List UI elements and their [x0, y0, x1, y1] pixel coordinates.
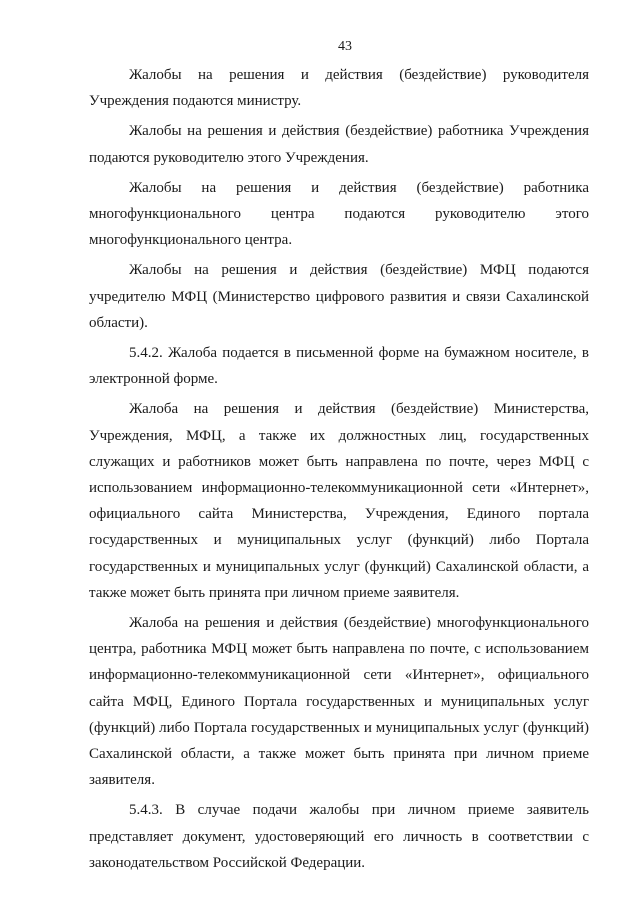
- paragraph: [89, 175, 589, 254]
- text-line: области).: [89, 314, 148, 331]
- paragraph: [89, 396, 589, 606]
- text-line: центра, работника МФЦ может быть направлена по почте, с использованием: [89, 641, 589, 658]
- text-line: Сахалинской области, а также может быть принята при личном приеме: [89, 746, 589, 763]
- text-line: официального сайта Министерства, Учреждения, Единого портала: [89, 506, 589, 523]
- text-line: заявителя.: [89, 772, 155, 789]
- text-line: Учреждения подаются министру.: [89, 93, 302, 110]
- text-line: сайта МФЦ, Единого Портала государственных и муниципальных услуг: [89, 693, 589, 710]
- text-line: государственных и муниципальных услуг (функций) Сахалинской области, а: [89, 558, 589, 575]
- text-line: подаются руководителю этого Учреждения.: [89, 149, 369, 166]
- page-number: 43: [338, 39, 352, 54]
- paragraph: [89, 610, 589, 793]
- paragraph: [89, 340, 589, 392]
- text-line: многофункционального центра.: [89, 232, 293, 249]
- text-line: учредителю МФЦ (Министерство цифрового развития и связи Сахалинской: [89, 288, 589, 305]
- paragraph: [89, 797, 589, 876]
- paragraph: [89, 118, 589, 170]
- text-line: служащих и работников может быть направлена по почте, через МФЦ с: [89, 453, 589, 470]
- text-line: информационно-телекоммуникационной сети «Интернет», официального: [89, 667, 589, 684]
- text-line: 5.4.2. Жалоба подается в письменной форме на бумажном носителе, в: [129, 345, 589, 362]
- text-line: также может быть принята при личном приеме заявителя.: [89, 584, 460, 601]
- text-line: Жалобы на решения и действия (бездействие) работника: [129, 179, 589, 196]
- paragraph: [89, 62, 589, 114]
- text-line: Учреждения, МФЦ, а также их должностных лиц, государственных: [89, 427, 589, 444]
- text-line: Жалобы на решения и действия (бездействие) руководителя: [129, 67, 589, 83]
- text-line: многофункционального центра подаются руководителю этого: [89, 206, 589, 223]
- document-body: [89, 62, 589, 876]
- text-line: государственных и муниципальных услуг (функций) либо Портала: [89, 532, 589, 549]
- text-line: Жалобы на решения и действия (бездействие) работника Учреждения: [129, 123, 589, 140]
- text-line: Жалоба на решения и действия (бездействие) Министерства,: [129, 401, 589, 418]
- text-line: использованием информационно-телекоммуникационной сети «Интернет»,: [89, 480, 589, 497]
- text-line: 5.4.3. В случае подачи жалобы при личном приеме заявитель: [129, 802, 589, 819]
- paragraph: [89, 257, 589, 336]
- text-line: (функций) либо Портала государственных и муниципальных услуг (функций): [89, 719, 589, 736]
- text-line: Жалоба на решения и действия (бездействие) многофункционального: [129, 615, 589, 632]
- text-line: представляет документ, удостоверяющий его личность в соответствии с: [89, 828, 589, 845]
- text-line: Жалобы на решения и действия (бездействие) МФЦ подаются: [129, 262, 589, 279]
- text-line: электронной форме.: [89, 371, 218, 388]
- text-line: законодательством Российской Федерации.: [89, 854, 366, 871]
